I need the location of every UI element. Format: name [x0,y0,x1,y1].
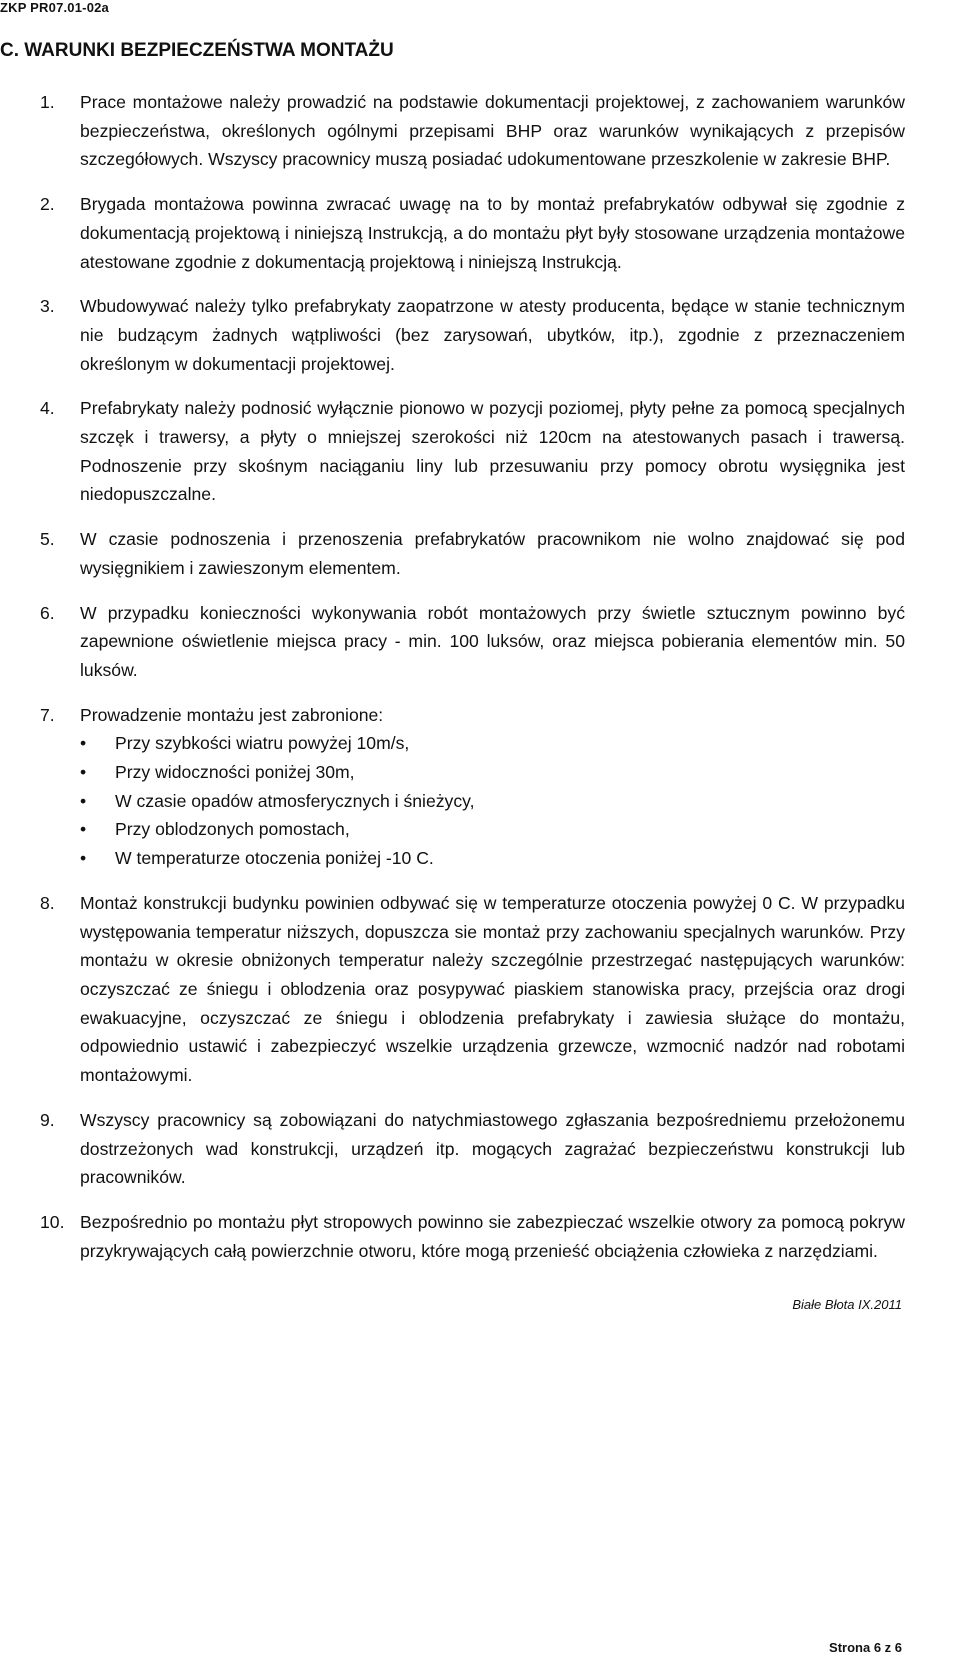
list-item [0,1106,905,1192]
page-number: Strona 6 z 6 [829,1640,902,1655]
bullet-item [80,787,905,816]
list-item [0,1208,905,1265]
bullet-icon: • [80,848,87,869]
bullet-item [80,729,905,758]
document-code: ZKP PR07.01-02a [0,0,109,15]
bullet-icon: • [80,733,87,754]
item-text: Wszyscy pracownicy są zobowiązani do natychmiastowego zgłaszania bezpośredniemu przełożonemu dostrzeżonych wad konstrukcji, urządzeń itp. mogących zagrażać bezpieczeństwu konstrukcji lub pracowników. [80,1109,905,1188]
item-text: W przypadku konieczności wykonywania robót montażowych przy świetle sztucznym powinno być zapewnione oświetlenie miejsca pracy - min. 100 luksów, oraz miejsca pobierania elementów min. 50 luksów. [80,602,905,680]
list-item [0,88,905,174]
list-item [0,190,905,276]
item-body [80,889,905,1090]
item-number: 6. [40,602,55,623]
numbered-list [0,88,905,1281]
item-text: Prefabrykaty należy podnosić wyłącznie pionowo w pozycji poziomej, płyty pełne za pomocą specjalnych szczęk i trawersy, a płyty o mniejszej szerokości niż 120cm na atestowanych pasach i trawersą. Podnoszenie przy skośnym naciąganiu liny lub przesuwaniu przy pomocy obrotu wysięgnika jest niedopuszczalne. [80,398,905,505]
item-number: 7. [40,704,55,725]
item-body [80,525,905,582]
item-body [80,190,905,276]
bullet-text: Przy oblodzonych pomostach, [115,819,350,840]
item-number: 1. [40,92,55,112]
item-body [80,599,905,685]
list-item [0,889,905,1090]
bullet-item [80,844,905,873]
list-item [0,292,905,378]
item-number: 8. [40,892,55,913]
bullet-text: W czasie opadów atmosferycznych i śnieżycy, [115,790,475,811]
bullet-item [80,758,905,787]
item-number: 5. [40,529,55,550]
bullet-icon: • [80,790,87,811]
item-body [80,292,905,378]
item-text: Brygada montażowa powinna zwracać uwagę na to by montaż prefabrykatów odbywał się zgodnie z dokumentacją projektową i niniejszą Instrukcją, a do montażu płyt były stosowane urządzenia montażowe atestowane zgodnie z dokumentacją projektową i niniejszą Instrukcją. [80,194,905,272]
item-number: 10. [40,1211,65,1232]
item-text: Prace montażowe należy prowadzić na podstawie dokumentacji projektowej, z zachowaniem warunków bezpieczeństwa, określonych ogólnymi przepisami BHP oraz warunków wynikających z przepisów szczegółowych. Wszyscy pracownicy muszą posiadać udokumentowane przeszkolenie w zakresie BHP. [80,92,905,170]
list-item [0,394,905,509]
item-body [80,1106,905,1192]
item-text: Montaż konstrukcji budynku powinien odbywać się w temperaturze otoczenia powyżej 0 C. W przypadku występowania temperatur niższych, dopuszcza sie montaż przy zachowaniu specjalnych warunków. Przy montażu w okresie obniżonych temperatur należy szczególnie przestrzegać następujących warunków: oczyszczać ze śniegu i oblodzenia oraz posypywać piaskiem stanowiska pracy, przejścia oraz drogi ewakuacyjne, oczyszczać ze śniegu i oblodzenia prefabrykaty i zawiesia służące do montażu, odpowiednio ustawić i zabezpieczyć wszelkie urządzenia grzewcze, wzmocnić nadzór nad robotami montażowymi. [80,892,905,1086]
item-text: Prowadzenie montażu jest zabronione: [80,704,384,725]
bullet-item [80,815,905,844]
bullet-text: Przy szybkości wiatru powyżej 10m/s, [115,733,410,754]
item-number: 2. [40,194,55,215]
list-item [0,701,905,873]
section-title: C. WARUNKI BEZPIECZEŃSTWA MONTAŻU [0,40,394,61]
item-text: W czasie podnoszenia i przenoszenia prefabrykatów pracownikom nie wolno znajdować się pod wysięgnikiem i zawieszonym elementem. [80,529,905,578]
bullet-list [80,729,905,873]
bullet-icon: • [80,819,87,840]
item-number: 9. [40,1109,55,1130]
item-body [80,701,905,873]
place-and-date: Białe Błota IX.2011 [792,1297,902,1312]
item-text: Wbudowywać należy tylko prefabrykaty zaopatrzone w atesty producenta, będące w stanie technicznym nie budzącym żadnych wątpliwości (bez zarysowań, ubytków, itp.), zgodnie z przeznaczeniem określonym w dokumentacji projektowej. [80,296,905,374]
item-text: Bezpośrednio po montażu płyt stropowych powinno sie zabezpieczać wszelkie otwory za pomocą pokryw przykrywających całą powierzchnie otworu, które mogą przenieść obciążenia człowieka z narzędziami. [80,1211,905,1261]
list-item [0,599,905,685]
item-body [80,394,905,509]
item-body [80,1208,905,1265]
bullet-icon: • [80,762,87,783]
item-body [80,88,905,174]
item-number: 3. [40,296,55,317]
bullet-text: W temperaturze otoczenia poniżej -10 C. [115,848,434,869]
bullet-text: Przy widoczności poniżej 30m, [115,762,355,783]
list-item [0,525,905,582]
item-number: 4. [40,398,55,419]
